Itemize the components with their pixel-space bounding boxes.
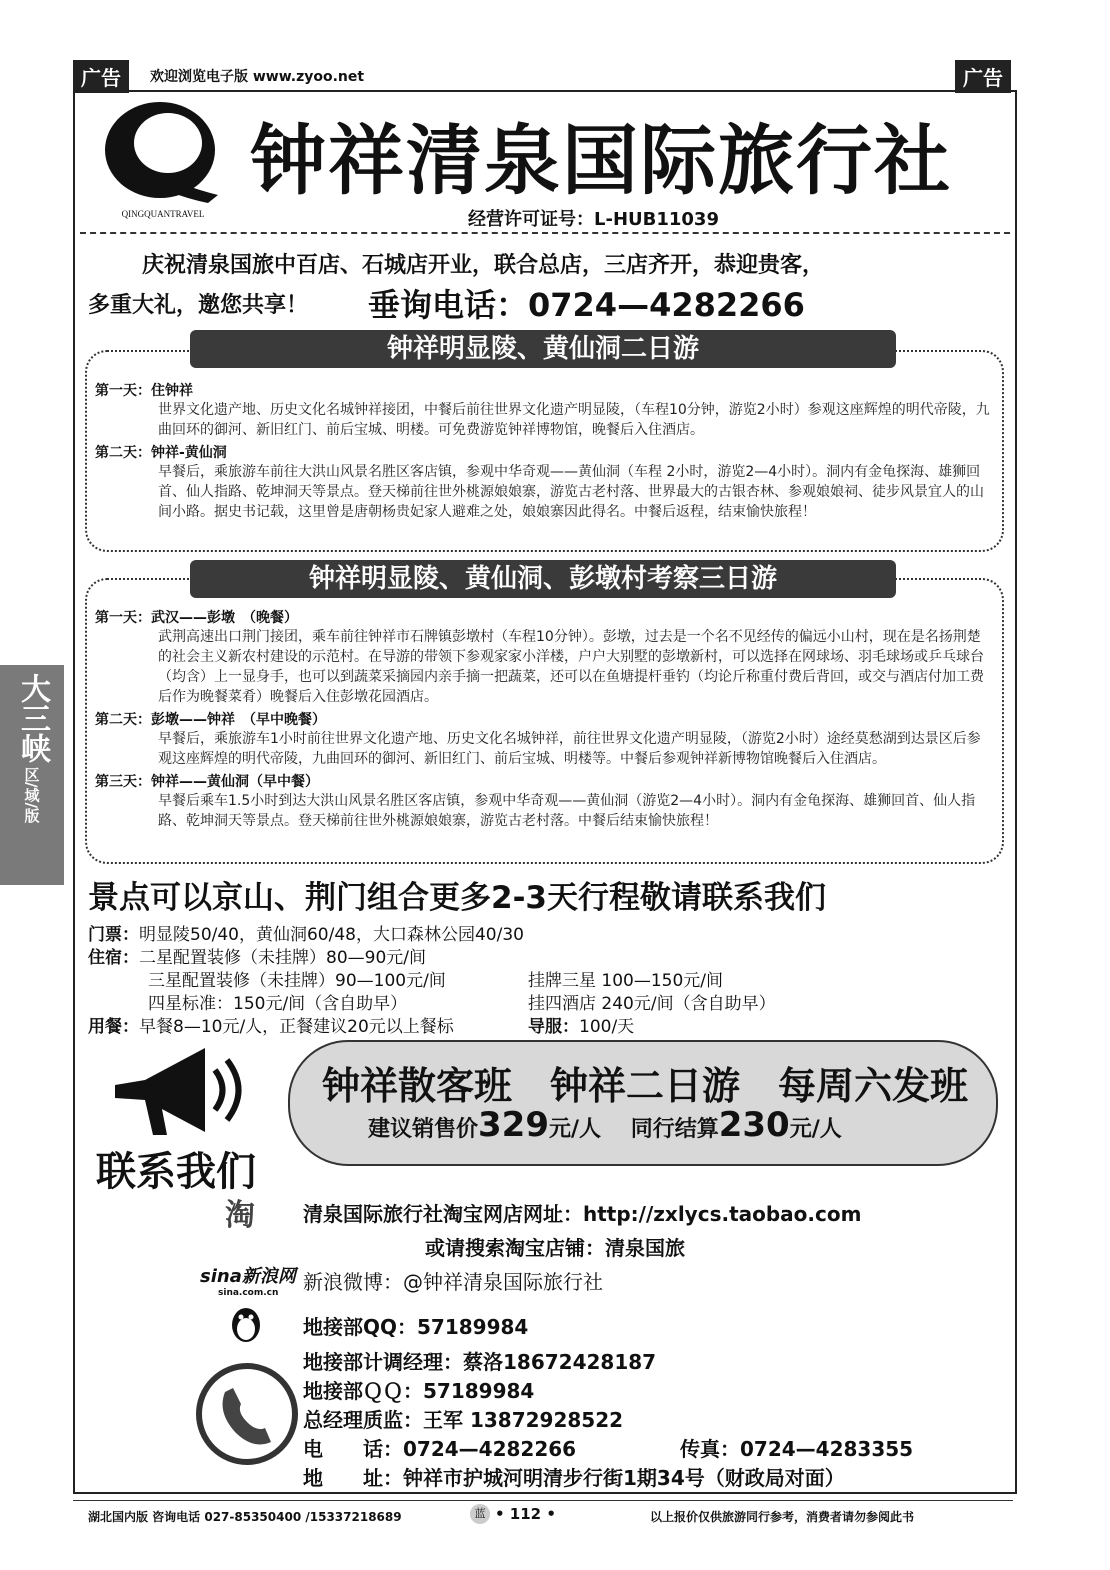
guide-price: 100/天	[579, 1017, 635, 1037]
meal-price: 早餐8—10元/人，正餐建议20元以上餐标	[139, 1017, 454, 1037]
day-text: 早餐后乘车1.5小时到达大洪山风景名胜区客店镇，参观中华奇观——黄仙洞（游览2—4小时）。洞内有金龟探海、雄狮回首、仙人指路、乾坤洞天等景点。登天梯前往世外桃源娘娘寨，游览古老村落。中餐后结束愉快旅程！	[158, 793, 976, 829]
combo-heading: 景点可以京山、荆门组合更多2-3天行程敬请联系我们	[88, 880, 827, 916]
day-text: 世界文化遗产地、历史文化名城钟祥接团，中餐后前往世界文化遗产明显陵，（车程10分钟，游览2小时）参观这座辉煌的明代帝陵，九曲回环的御河、新旧红门、前后宝城、明楼。可免费游览钟祥博物馆，晚餐后入住酒店。	[158, 402, 990, 438]
phone-number[interactable]: 电 话：0724—4282266	[303, 1437, 577, 1461]
day-title: 彭墩——钟祥 （早中晚餐）	[151, 712, 326, 728]
brand-name: 钟祥清泉国际旅行社	[250, 116, 952, 205]
ticket-prices: 明显陵50/40，黄仙洞60/48，大口森林公园40/30	[139, 925, 524, 945]
promo-prices	[368, 1105, 842, 1145]
price-label: 建议销售价	[368, 1117, 479, 1142]
lodging-4: 四星标准：150元/间（含自助早）	[148, 994, 408, 1014]
qq2-contact[interactable]: 地接部ＱＱ：57189984	[303, 1379, 535, 1403]
megaphone-icon	[105, 1040, 255, 1144]
day-label: 第一天：	[95, 383, 151, 399]
welcome-text[interactable]: 欢迎浏览电子版 www.zyoo.net	[150, 69, 365, 85]
retail-price: 329	[478, 1105, 549, 1145]
qq-number[interactable]: 地接部QQ：57189984	[303, 1315, 529, 1339]
day-label: 第二天：	[95, 712, 151, 728]
intro-line1: 庆祝清泉国旅中百店、石城店开业，联合总店，三店齐开，恭迎贵客，	[142, 253, 825, 278]
day-title: 钟祥——黄仙洞（早中餐）	[151, 774, 319, 790]
region-edition: 区/域/版	[22, 767, 41, 823]
q-logo-icon	[98, 95, 228, 205]
ad-tag-left: 广告	[73, 60, 129, 93]
qq-penguin-icon	[228, 1305, 264, 1349]
day-title: 钟祥-黄仙洞	[151, 445, 227, 461]
tour1-title: 钟祥明显陵、黄仙洞二日游	[190, 330, 896, 368]
day-text: 早餐后，乘旅游车前往大洪山风景名胜区客店镇，参观中华奇观——黄仙洞（车程 2小时，游览2—4小时）。洞内有金龟探海、雄狮回首、仙人指路、乾坤洞天等景点。登天梯前往世外桃源娘娘寨，游览古老村落、世界最大的古银杏林、参观娘娘祠、徒步风景宜人的山间小路。据史书记载，这里曾是唐朝杨贵妃家人避难之处，娘娘寨因此得名。中餐后返程，结束愉快旅程！	[158, 464, 984, 520]
tour2-title: 钟祥明显陵、黄仙洞、彭墩村考察三日游	[190, 560, 896, 598]
contact-title: 联系我们	[96, 1149, 256, 1195]
footer-left: 湖北国内版 咨询电话 027-85350400 /15337218689	[88, 1510, 402, 1524]
sina-icon: sina新浪网	[200, 1266, 296, 1287]
lodging-2: 三星配置装修（未挂牌）90—100元/间	[148, 971, 446, 991]
hotline[interactable]: 垂询电话：0724—4282266	[368, 286, 805, 324]
ad-tag-right: 广告	[955, 60, 1011, 93]
day-title: 武汉——彭墩 （晚餐）	[151, 610, 298, 626]
taobao-shop: 或请搜索淘宝店铺：清泉国旅	[425, 1236, 685, 1260]
day-text: 早餐后，乘旅游车1小时前往世界文化遗产地、历史文化名城钟祥，前往世界文化遗产明显陵，（游览2小时）途经莫愁湖到达景区后参观这座辉煌的明代帝陵，九曲回环的御河、新旧红门、前后宝城、明楼等。中餐后参观钟祥新博物馆晚餐后入住酒店。	[158, 731, 981, 767]
footer-divider	[73, 1500, 1013, 1501]
intro-line2: 多重大礼，邀您共享！	[88, 293, 309, 318]
day-text: 武荆高速出口荆门接团，乘车前往钟祥市石牌镇彭墩村（车程10分钟）。彭墩，过去是一个名不见经传的偏远小山村，现在是名扬荆楚的社会主义新农村建设的示范村。在导游的带领下参观家家小洋楼，户户大别墅的彭墩新村，可以选择在网球场、羽毛球场或乒乓球台（均含）上一显身手，也可以到蔬菜采摘园内亲手摘一把蔬菜，还可以在鱼塘提杆垂钓（均论斤称重付费后背回，或交与酒店付加工费后作为晚餐菜肴）晚餐后入住彭墩花园酒店。	[158, 629, 984, 705]
region-side-tab	[0, 665, 64, 885]
day-label: 第二天：	[95, 445, 151, 461]
lodging-1: 二星配置装修（未挂牌）80—90元/间	[139, 948, 426, 968]
weibo[interactable]: 新浪微博：@钟祥清泉国际旅行社	[303, 1270, 603, 1294]
promo-line: 钟祥散客班 钟祥二日游 每周六发班	[322, 1064, 969, 1108]
day-title: 住钟祥	[151, 383, 193, 399]
lodging-3: 挂牌三星 100—150元/间	[528, 971, 724, 991]
license-number: 经营许可证号：L-HUB11039	[468, 209, 719, 230]
manager-contact[interactable]: 地接部计调经理：蔡洛18672428187	[303, 1350, 657, 1374]
address: 地 址：钟祥市护城河明清步行街1期34号（财政局对面）	[303, 1466, 845, 1490]
sina-sub: sina.com.cn	[218, 1288, 279, 1298]
page-number: • 112 •	[495, 1505, 556, 1523]
tour1-days	[95, 380, 990, 522]
lodging-label: 住宿：	[88, 948, 139, 968]
fax-number: 传真：0724—4283355	[680, 1437, 914, 1461]
gm-contact[interactable]: 总经理质监：王军 13872928522	[303, 1408, 624, 1432]
taobao-icon: 淘	[225, 1198, 255, 1233]
day-label: 第三天：	[95, 774, 151, 790]
peer-unit: 元/人	[789, 1117, 842, 1142]
ticket-label: 门票：	[88, 925, 139, 945]
page-badge-icon: 蓝	[470, 1504, 490, 1524]
phone-icon	[195, 1362, 300, 1471]
price-unit: 元/人	[549, 1117, 602, 1142]
meal-label: 用餐：	[88, 1017, 139, 1037]
taobao-url[interactable]: 清泉国际旅行社淘宝网店网址：http://zxlycs.taobao.com	[303, 1202, 862, 1226]
peer-label: 同行结算	[630, 1117, 719, 1142]
logo	[98, 95, 228, 219]
lodging-5: 挂四酒店 240元/间（含自助早）	[528, 994, 776, 1014]
peer-price: 230	[718, 1105, 790, 1145]
region-name: 大三峡	[15, 673, 50, 763]
day-label: 第一天：	[95, 610, 151, 626]
tour2-days	[95, 607, 990, 831]
footer-right: 以上报价仅供旅游同行参考，消费者请勿参阅此书	[650, 1510, 915, 1524]
logo-caption: QINGQUANTRAVEL	[121, 209, 205, 219]
sina-logo	[200, 1262, 296, 1298]
divider	[80, 232, 1010, 234]
guide-label: 导服：	[528, 1017, 579, 1037]
